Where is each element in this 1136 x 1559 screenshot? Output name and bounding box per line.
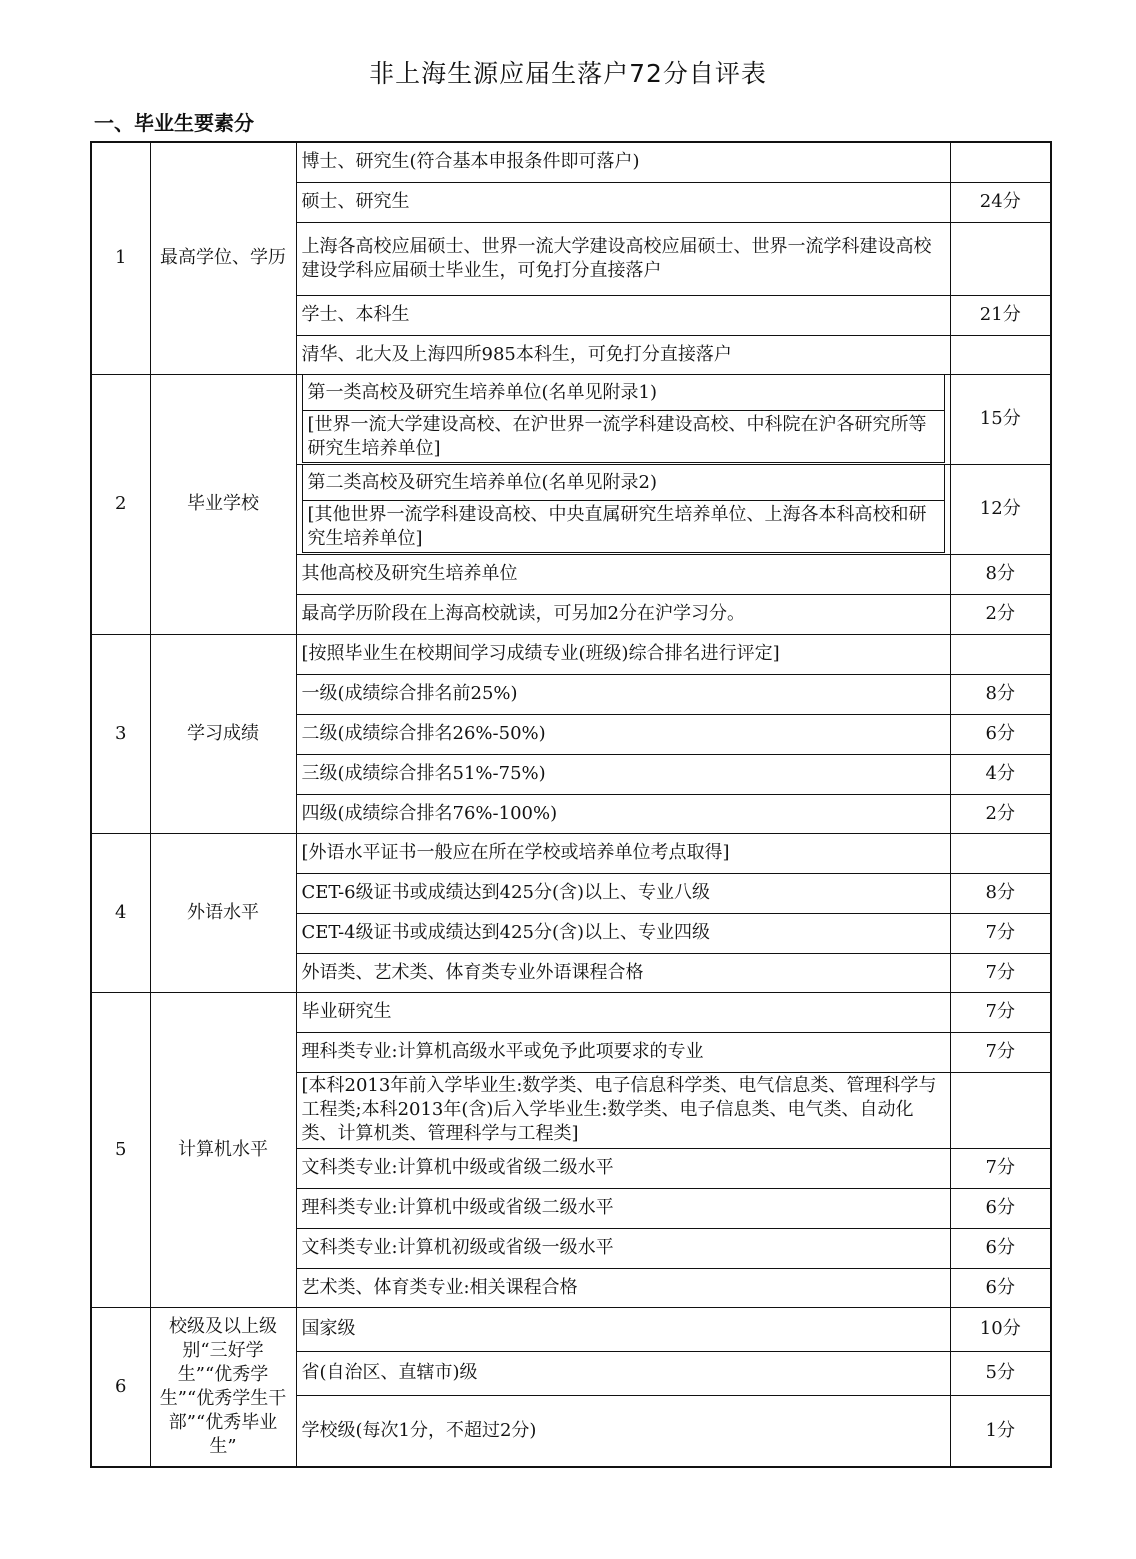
item-cell bbox=[296, 374, 950, 464]
group-category: 最高学位、学历 bbox=[150, 142, 296, 374]
item-score: 5分 bbox=[950, 1351, 1051, 1395]
item-text: 其他高校及研究生培养单位 bbox=[296, 554, 950, 594]
item-score: 7分 bbox=[950, 1148, 1051, 1188]
item-text: 文科类专业:计算机初级或省级一级水平 bbox=[296, 1228, 950, 1268]
document-title: 非上海生源应届生落户72分自评表 bbox=[369, 59, 767, 88]
table-row bbox=[91, 374, 1051, 464]
item-score: 8分 bbox=[950, 674, 1051, 714]
group-category: 外语水平 bbox=[150, 833, 296, 992]
item-score: 8分 bbox=[950, 873, 1051, 913]
item-score: 21分 bbox=[950, 295, 1051, 335]
item-score: 6分 bbox=[950, 1268, 1051, 1307]
item-score: 4分 bbox=[950, 754, 1051, 794]
group-category: 毕业学校 bbox=[150, 374, 296, 634]
item-text: 一级(成绩综合排名前25%) bbox=[296, 674, 950, 714]
item-text: 四级(成绩综合排名76%-100%) bbox=[296, 794, 950, 833]
item-text: CET-6级证书或成绩达到425分(含)以上、专业八级 bbox=[296, 873, 950, 913]
item-score bbox=[950, 335, 1051, 374]
item-text: 国家级 bbox=[296, 1307, 950, 1351]
table-row bbox=[91, 833, 1051, 873]
item-score bbox=[950, 833, 1051, 873]
item-score: 1分 bbox=[950, 1395, 1051, 1467]
item-score: 10分 bbox=[950, 1307, 1051, 1351]
item-text: 上海各高校应届硕士、世界一流大学建设高校应届硕士、世界一流学科建设高校建设学科应届硕士毕业生，可免打分直接落户 bbox=[296, 222, 950, 295]
item-text: 省(自治区、直辖市)级 bbox=[296, 1351, 950, 1395]
table-row bbox=[91, 634, 1051, 674]
item-score: 6分 bbox=[950, 714, 1051, 754]
item-text: 外语类、艺术类、体育类专业外语课程合格 bbox=[296, 953, 950, 992]
item-text: 毕业研究生 bbox=[296, 992, 950, 1032]
item-score: 7分 bbox=[950, 1032, 1051, 1072]
item-text: 理科类专业:计算机中级或省级二级水平 bbox=[296, 1188, 950, 1228]
group-number: 6 bbox=[91, 1307, 150, 1467]
group-category: 校级及以上级别“三好学生”“优秀学生”“优秀学生干部”“优秀毕业生” bbox=[150, 1307, 296, 1467]
item-score bbox=[950, 222, 1051, 295]
score-table bbox=[90, 141, 1052, 1468]
item-score: 12分 bbox=[950, 464, 1051, 554]
item-score: 7分 bbox=[950, 953, 1051, 992]
group-number: 1 bbox=[91, 142, 150, 374]
table-row bbox=[91, 992, 1051, 1032]
item-text: 清华、北大及上海四所985本科生，可免打分直接落户 bbox=[296, 335, 950, 374]
item-score bbox=[950, 142, 1051, 182]
item-text: 第二类高校及研究生培养单位(名单见附录2) bbox=[302, 465, 944, 501]
section-heading: 一、毕业生要素分 bbox=[94, 111, 254, 135]
item-score bbox=[950, 1072, 1051, 1148]
group-category: 学习成绩 bbox=[150, 634, 296, 833]
item-text: 三级(成绩综合排名51%-75%) bbox=[296, 754, 950, 794]
item-text: 二级(成绩综合排名26%-50%) bbox=[296, 714, 950, 754]
item-text: 最高学历阶段在上海高校就读，可另加2分在沪学习分。 bbox=[296, 594, 950, 634]
item-text: 硕士、研究生 bbox=[296, 182, 950, 222]
item-score: 2分 bbox=[950, 794, 1051, 833]
item-score: 15分 bbox=[950, 374, 1051, 464]
item-text: 文科类专业:计算机中级或省级二级水平 bbox=[296, 1148, 950, 1188]
group-number: 3 bbox=[91, 634, 150, 833]
item-text: 学校级(每次1分，不超过2分) bbox=[296, 1395, 950, 1467]
item-score: 24分 bbox=[950, 182, 1051, 222]
item-score bbox=[950, 634, 1051, 674]
item-text: 学士、本科生 bbox=[296, 295, 950, 335]
group-number: 5 bbox=[91, 992, 150, 1307]
item-score: 6分 bbox=[950, 1228, 1051, 1268]
item-note: [其他世界一流学科建设高校、中央直属研究生培养单位、上海各本科高校和研究生培养单位] bbox=[302, 501, 944, 553]
item-text: [按照毕业生在校期间学习成绩专业(班级)综合排名进行评定] bbox=[296, 634, 950, 674]
item-score: 2分 bbox=[950, 594, 1051, 634]
table-row bbox=[91, 142, 1051, 182]
item-text: [外语水平证书一般应在所在学校或培养单位考点取得] bbox=[296, 833, 950, 873]
item-note: [世界一流大学建设高校、在沪世界一流学科建设高校、中科院在沪各研究所等研究生培养单位] bbox=[302, 411, 944, 463]
item-text: 第一类高校及研究生培养单位(名单见附录1) bbox=[302, 375, 944, 411]
group-number: 4 bbox=[91, 833, 150, 992]
item-cell bbox=[296, 464, 950, 554]
item-text: 理科类专业:计算机高级水平或免予此项要求的专业 bbox=[296, 1032, 950, 1072]
item-text: CET-4级证书或成绩达到425分(含)以上、专业四级 bbox=[296, 913, 950, 953]
item-text: 艺术类、体育类专业:相关课程合格 bbox=[296, 1268, 950, 1307]
item-score: 6分 bbox=[950, 1188, 1051, 1228]
item-score: 7分 bbox=[950, 992, 1051, 1032]
item-text: [本科2013年前入学毕业生:数学类、电子信息科学类、电气信息类、管理科学与工程类;本科2013年(含)后入学毕业生:数学类、电子信息类、电气类、自动化类、计算机类、管理科学与工程类] bbox=[296, 1072, 950, 1148]
item-score: 7分 bbox=[950, 913, 1051, 953]
table-row bbox=[91, 1307, 1051, 1351]
item-score: 8分 bbox=[950, 554, 1051, 594]
group-number: 2 bbox=[91, 374, 150, 634]
item-text: 博士、研究生(符合基本申报条件即可落户) bbox=[296, 142, 950, 182]
group-category: 计算机水平 bbox=[150, 992, 296, 1307]
